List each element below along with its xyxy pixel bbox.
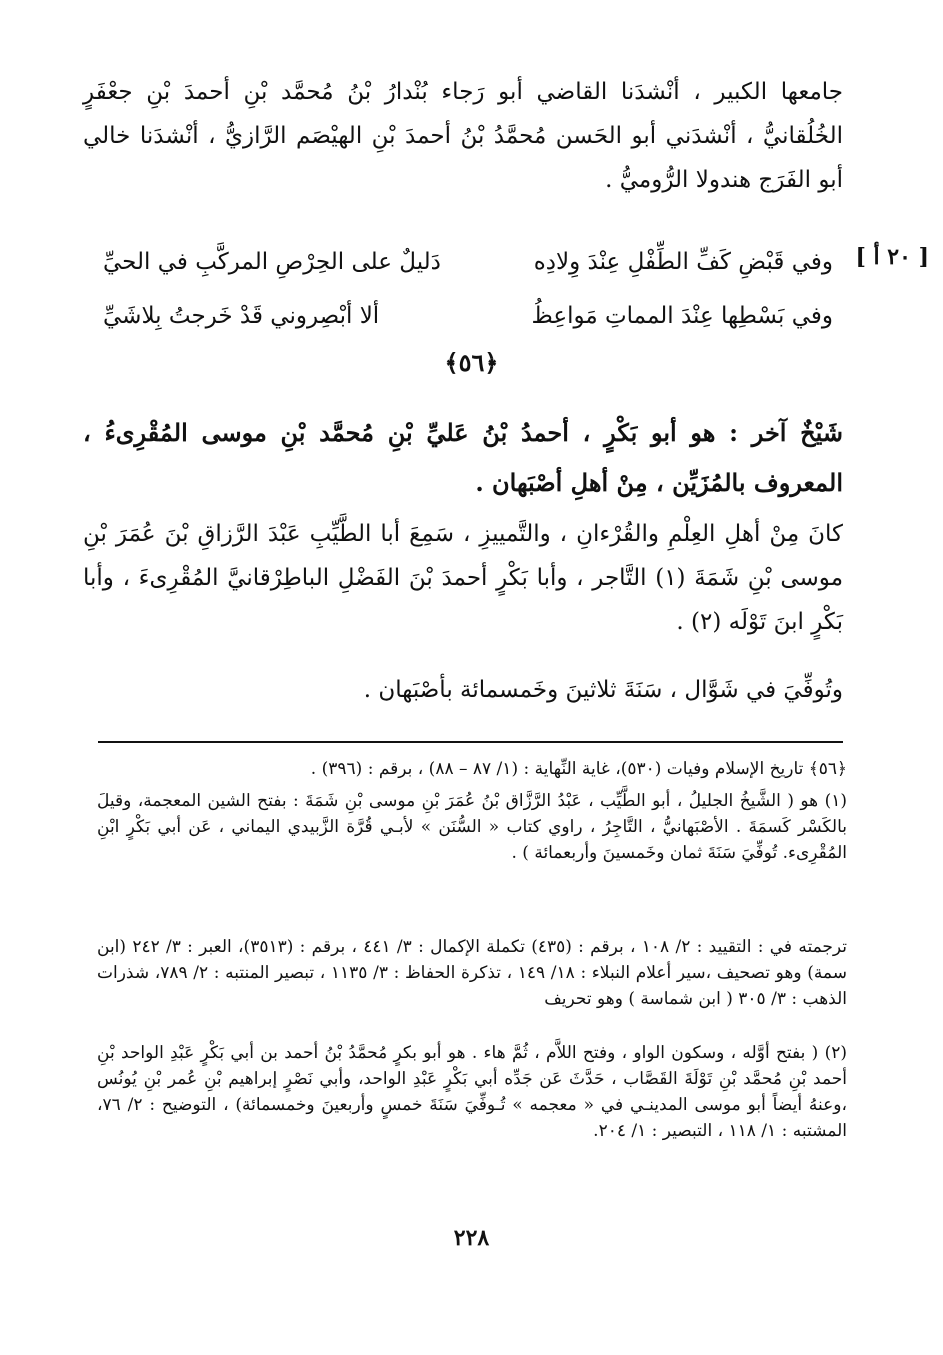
verse-hemistich-second: ألا أبْصِروني قَدْ خَرجتُ بِلاشَيِّ — [103, 303, 380, 329]
verse-hemistich-second: دَليلٌ على الحِرْصِ المركَّبِ في الحيِّ — [103, 249, 441, 275]
entry-body-paragraph: كانَ مِنْ أهلِ العِلْمِ والقُرْءانِ ، والتَّمييزِ ، سَمِعَ أبا الطَّيِّبِ عَبْدَ الرَّزاقِ بْنَ عُمَرَ بْنِ موسى بْنِ شَمَةَ (١) التَّاجر ، وأبا بَكْرٍ أحمدَ بْنَ الفَضْلِ الباطِرْقانيَّ المُقْرِىءَ ، وأبا بَكْرٍ ابنَ تَوْلَه (٢) . — [83, 521, 844, 635]
entry-number: ﴿٥٦﴾ — [444, 348, 499, 377]
footnote-entry-sources: ﴿٥٦﴾ تاريخ الإسلام وفيات (٥٣٠)، غاية النِّهاية : (١/ ٨٧ – ٨٨) ، برقم : (٣٩٦) . — [310, 759, 847, 779]
death-date-paragraph: وتُوفِّيَ في شَوَّال ، سَنَةَ ثلاثينَ وخَمسمائة بأصْبَهان . — [363, 677, 843, 703]
footnote-2: (٢) ( بفتح أوَّله ، وسكون الواو ، وفتح اللاَّم ، ثُمَّ هاء . هو أبو بكرٍ مُحمَّدُ بْنُ أحمد بن أبي بَكْرٍ عَبْدِ الواحد بْنِ أحمد بْنِ مُحمَّد بْنِ تَوْلَةَ القَصَّاب ، حَدَّثَ عَن جَدِّه أبي بَكْرٍ عَبْدِ الواحد، وأبي نَصْرٍ إبراهيم بْنِ عُمر بْنِ يُونُس ،وعنهُ أيضاً أبو موسى المدينـي في « معجمه » تُـوفِّيَ سَنَةَ خمسٍ وأربعينَ وخمسمائة) ، التوضيح : ٢/ ٧٦، المشتبه : ١/ ١١٨ ، التبصير : ١/ ٢٠٤. — [97, 1043, 847, 1141]
footnote-1-sources: ترجمته في : التقييد : ٢/ ١٠٨ ، برقم : (٤٣٥) تكملة الإكمال : ٣/ ٤٤١ ، برقم : (٣٥١٣)، العبر : ٣/ ٢٤٢ (ابن سمة) وهو تصحيف ،سير أعلام النبلاء : ١٨/ ١٤٩ ، تذكرة الحفاظ : ٣/ ١١٣٥ ، تبصير المنتبه : ٢/ ٧٨٩، شذرات الذهب : ٣/ ٣٠٥ ( ابن شماسة ) وهو تحريف — [97, 937, 848, 1009]
page-number: ٢٢٨ — [453, 1225, 490, 1251]
footnote-1: (١) هو ( الشَّيخُ الجليلُ ، أبو الطَّيِّب ، عَبْدُ الرَّزَّاق بْنُ عُمَرَ بْنِ موسى بْنِ شَمَةَ : بفتح الشين المعجمة، وقيلَ بالكَسْر كَسمَةَ . الأصْبَهانيُّ ، التَّاجِرُ ، راوي كتاب « السُّنَن » لأبـي قُرَّة الزَّبيدي اليماني ، عَن أبي بَكْرٍ ابْنِ المُقْرِىء. تُوفِّيَ سَنَةَ ثمان وخَمسينَ وأربعمائة ) . — [97, 791, 847, 863]
manuscript-folio-marker: [ ٢٠ أ ] — [855, 244, 929, 270]
entry-heading: شَيْخٌ آخر : هو أبو بَكْرٍ ، أحمدُ بْنُ عَليِّ بْنِ مُحمَّد بْنِ موسى المُقْرِىءُ ، المعروف بالمُزَيِّن ، مِنْ أهلِ أصْبَهان . — [83, 418, 843, 497]
verse-hemistich-first: وفي بَسْطِها عِنْدَ المماتِ مَواعِظُ — [531, 303, 833, 329]
poetry-verse — [103, 294, 833, 338]
verse-hemistich-first: وفي قَبْضِ كَفِّ الطِّفْلِ عِنْدَ وِلادِه — [533, 249, 833, 275]
footnote-divider — [98, 741, 843, 743]
intro-paragraph: جامعها الكبير ، أنْشدَنا القاضي أبو رَجاء بُنْدارُ بْنُ مُحمَّد بْنِ أحمدَ بْنِ جعْفَرٍ الخُلُقانيُّ ، أنْشدَني أبو الحَسن مُحمَّدُ بْنُ أحمدَ بْنِ الهيْصَم الرَّازيُّ ، أنْشدَنا خالي أبو الفَرَج هندولا الرُّوميُّ . — [83, 79, 843, 193]
poetry-verse — [103, 240, 833, 284]
